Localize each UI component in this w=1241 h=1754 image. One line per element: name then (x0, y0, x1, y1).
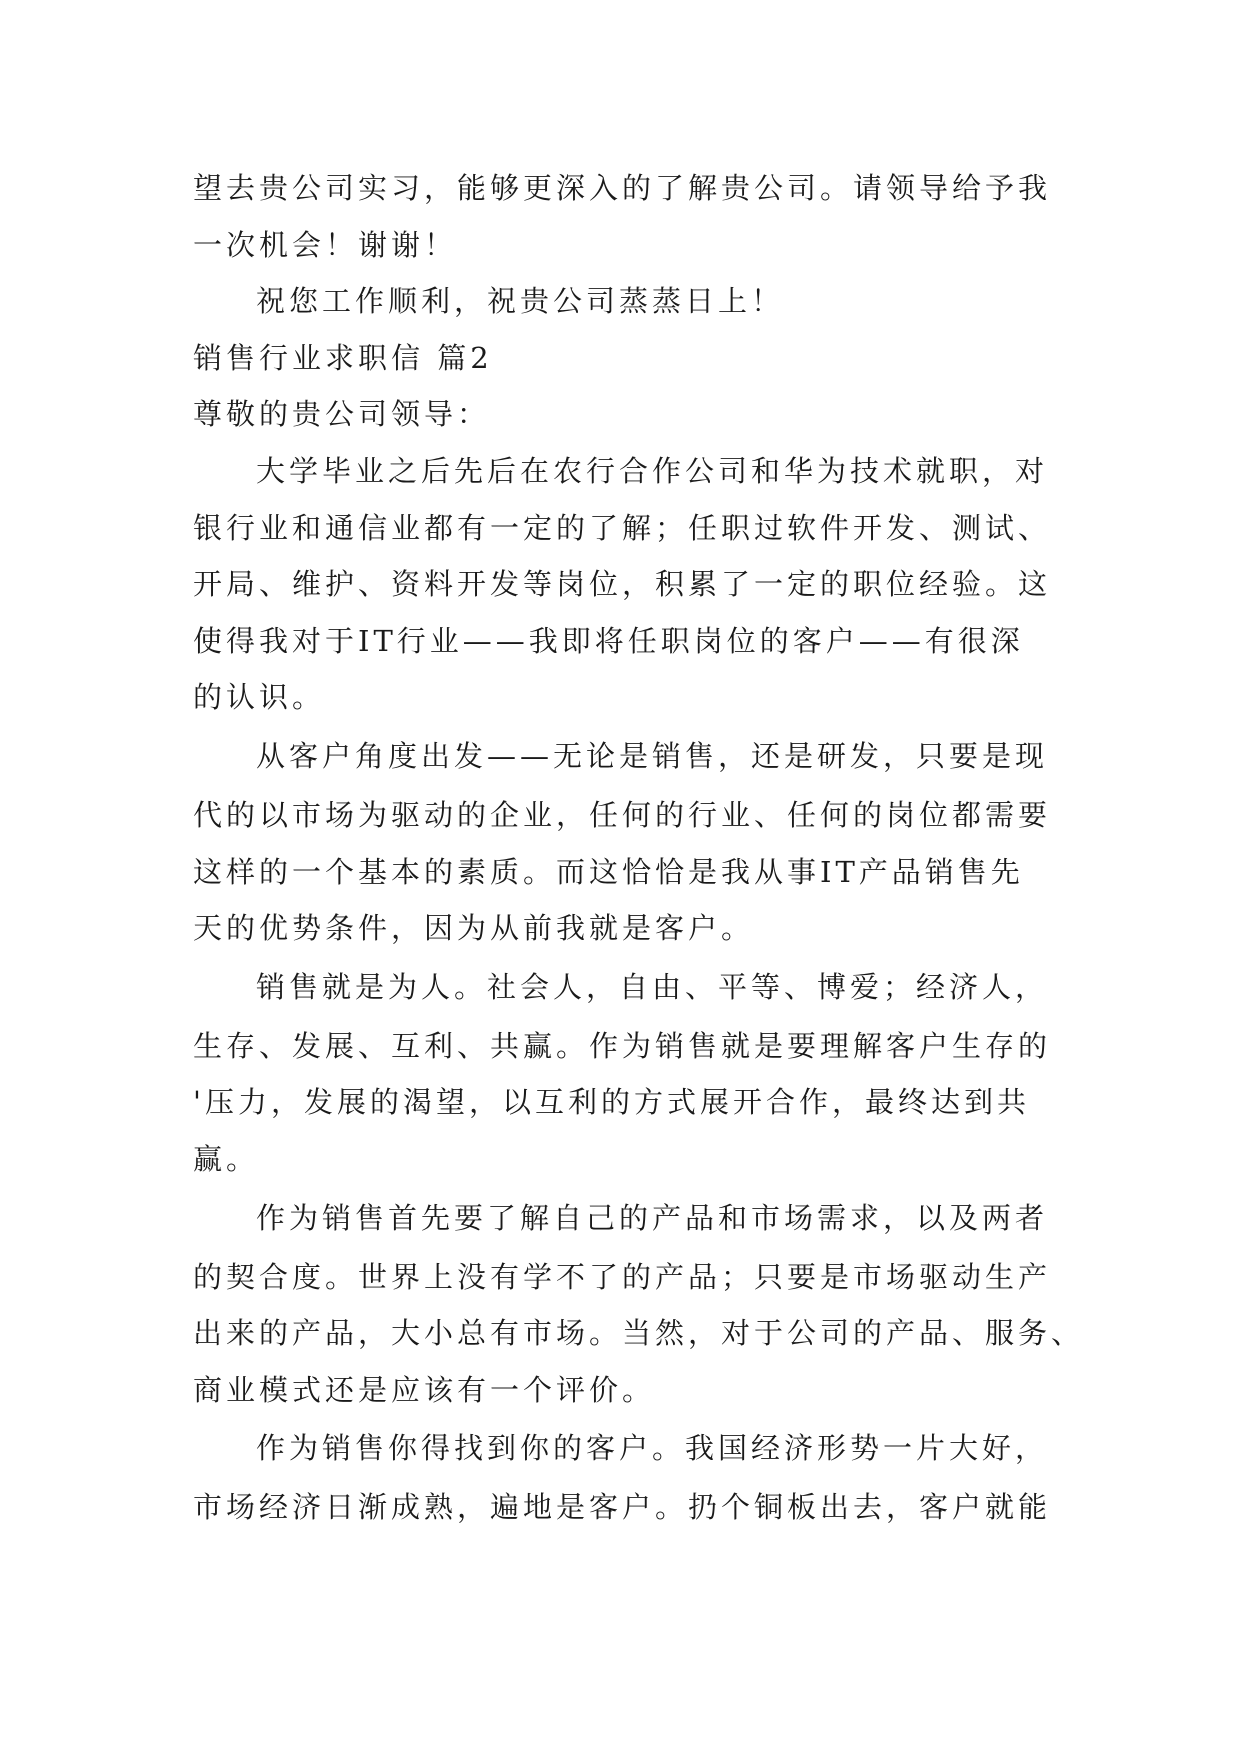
text-line: 出来的产品，大小总有市场。当然，对于公司的产品、服务、 (193, 1316, 1085, 1351)
text-line: 的契合度。世界上没有学不了的产品；只要是市场驱动生产 (193, 1259, 1052, 1294)
text-line: 望去贵公司实习，能够更深入的了解贵公司。请领导给予我 (193, 171, 1052, 205)
text-line: 开局、维护、资料开发等岗位，积累了一定的职位经验。这 (193, 567, 1052, 602)
text-line: 使得我对于IT行业——我即将任职岗位的客户——有很深 (193, 623, 1024, 658)
text-line: 一次机会！谢谢！ (193, 227, 458, 262)
text-line: '压力，发展的渴望，以互利的方式展开合作，最终达到共 (193, 1085, 1030, 1120)
text-line: 赢。 (193, 1141, 260, 1176)
closing-wish: 祝您工作顺利，祝贵公司蒸蒸日上！ (256, 284, 785, 319)
text-line: 天的优势条件，因为从前我就是客户。 (193, 911, 755, 946)
text-line: 市场经济日渐成熟，遍地是客户。扔个铜板出去，客户就能 (193, 1490, 1052, 1525)
text-line: 的认识。 (193, 680, 326, 715)
text-line: 大学毕业之后先后在农行合作公司和华为技术就职，对 (256, 453, 1049, 488)
text-line: 代的以市场为驱动的企业，任何的行业、任何的岗位都需要 (193, 797, 1052, 832)
salutation: 尊敬的贵公司领导： (193, 397, 491, 432)
document-body (193, 160, 1085, 1536)
text-line: 这样的一个基本的素质。而这恰恰是我从事IT产品销售先 (193, 854, 1024, 889)
text-line: 生存、发展、互利、共赢。作为销售就是要理解客户生存的 (193, 1028, 1052, 1063)
section-heading: 销售行业求职信 篇2 (193, 340, 493, 375)
text-line: 从客户角度出发——无论是销售，还是研发，只要是现 (256, 738, 1049, 773)
text-line: 银行业和通信业都有一定的了解；任职过软件开发、测试、 (193, 510, 1052, 545)
text-line: 销售就是为人。社会人，自由、平等、博爱；经济人， (256, 969, 1049, 1004)
text-line: 作为销售你得找到你的客户。我国经济形势一片大好， (256, 1431, 1049, 1466)
text-line: 商业模式还是应该有一个评价。 (193, 1372, 656, 1407)
text-line: 作为销售首先要了解自己的产品和市场需求，以及两者 (256, 1200, 1049, 1235)
